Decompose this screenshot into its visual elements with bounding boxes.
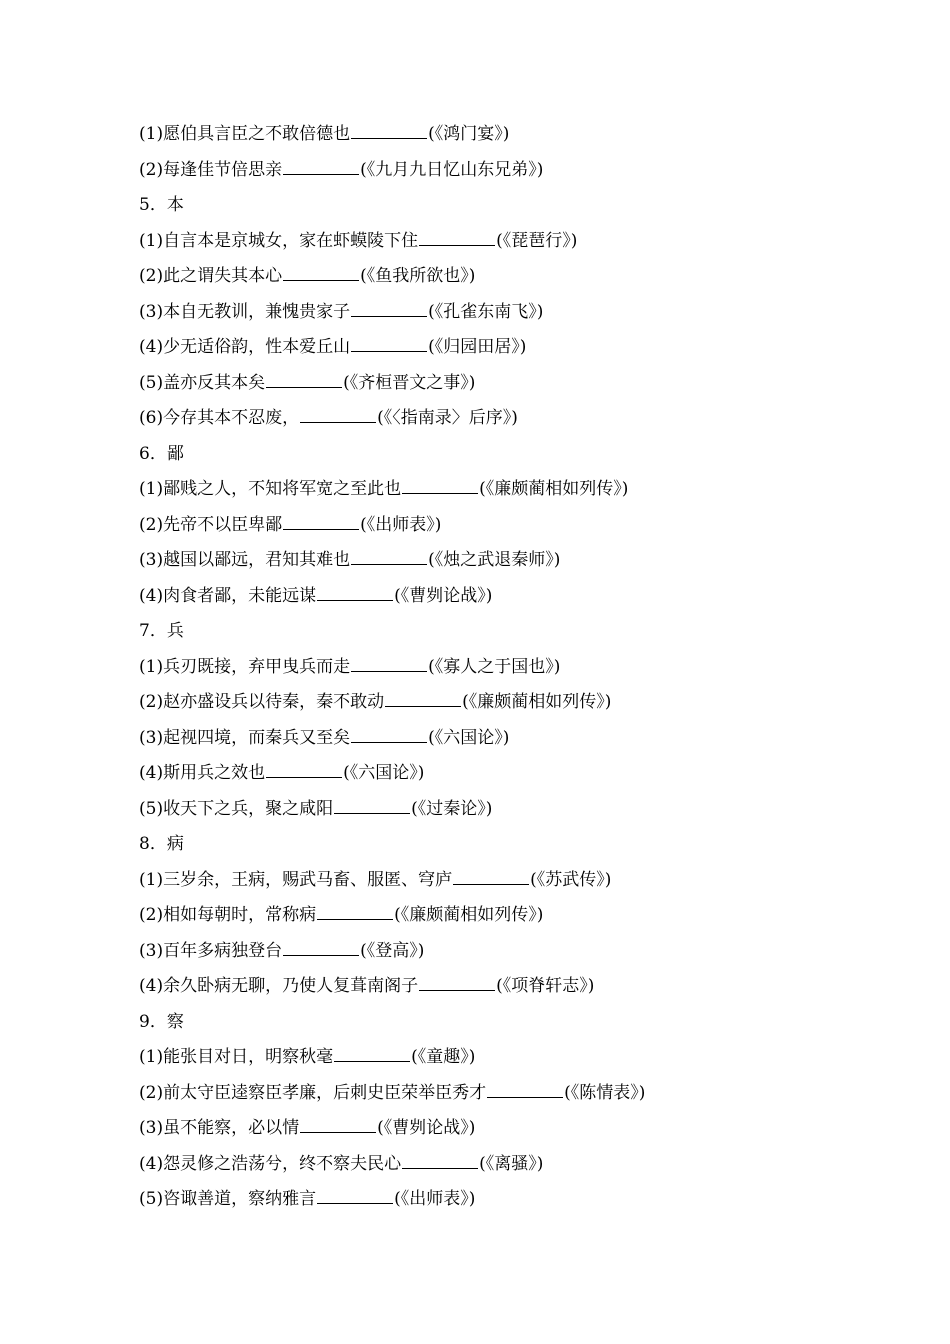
item-sentence: 先帝不以臣卑鄙: [163, 514, 283, 535]
item-sentence: 能张目对日，明察秋毫: [163, 1047, 334, 1067]
answer-blank: [266, 386, 342, 388]
heading-text: 6．鄙: [139, 443, 184, 464]
item-number: (4): [139, 337, 164, 357]
exercise-item: [139, 863, 919, 899]
answer-blank: [300, 1131, 376, 1133]
item-sentence: 相如每朝时，常称病: [163, 905, 317, 925]
item-source: (《出师表》): [360, 514, 442, 535]
item-sentence: 愿伯具言臣之不敢倍德也: [163, 124, 351, 144]
exercise-item: [139, 579, 919, 615]
exercise-item: [139, 117, 919, 153]
answer-blank: [317, 599, 393, 601]
exercise-item: [139, 330, 919, 366]
answer-blank: [351, 670, 427, 672]
item-sentence: 怨灵修之浩荡兮，终不察夫民心: [163, 1153, 402, 1174]
answer-blank: [487, 1096, 563, 1098]
answer-blank: [351, 350, 427, 352]
item-sentence: 此之谓失其本心: [163, 266, 283, 286]
item-source: (《登高》): [360, 940, 425, 961]
item-source: (《鸿门宴》): [428, 124, 510, 144]
answer-blank: [419, 244, 495, 246]
item-source: (《廉颇蔺相如列传》): [479, 479, 629, 499]
answer-blank: [351, 741, 427, 743]
exercise-item: [139, 366, 919, 402]
item-sentence: 少无适俗韵，性本爱丘山: [163, 337, 351, 357]
item-number: (5): [139, 1189, 164, 1209]
item-source: (《曹刿论战》): [394, 585, 493, 606]
answer-blank: [351, 563, 427, 565]
item-source: (《鱼我所欲也》): [360, 266, 476, 286]
item-number: (4): [139, 1153, 164, 1174]
item-sentence: 前太守臣逵察臣孝廉，后刺史臣荣举臣秀才: [163, 1082, 487, 1103]
item-number: (1): [139, 869, 164, 890]
item-sentence: 起视四境，而秦兵又至矣: [163, 727, 351, 748]
item-source: (《六国论》): [343, 763, 425, 783]
section-heading: [139, 437, 919, 473]
item-sentence: 自言本是京城女，家在虾蟆陵下住: [163, 230, 419, 251]
section-heading: [139, 188, 919, 224]
item-source: (《〈指南录〉后序》): [377, 408, 518, 428]
item-sentence: 盖亦反其本矣: [163, 372, 266, 393]
exercise-item: [139, 153, 919, 189]
answer-blank: [300, 421, 376, 423]
answer-blank: [402, 492, 478, 494]
item-source: (《归园田居》): [428, 337, 527, 357]
item-number: (2): [139, 692, 164, 712]
item-source: (《廉颇蔺相如列传》): [394, 905, 544, 925]
exercise-item: [139, 295, 919, 331]
item-number: (1): [139, 479, 164, 499]
item-sentence: 赵亦盛设兵以待秦，秦不敢动: [163, 692, 385, 712]
item-number: (1): [139, 230, 164, 251]
exercise-item: [139, 1040, 919, 1076]
heading-text: 8．病: [139, 834, 184, 854]
item-number: (2): [139, 514, 164, 535]
item-source: (《九月九日忆山东兄弟》): [360, 159, 544, 180]
item-source: (《烛之武退秦师》): [428, 550, 561, 570]
exercise-item: [139, 543, 919, 579]
item-number: (3): [139, 301, 164, 322]
item-number: (3): [139, 550, 164, 570]
section-heading: [139, 827, 919, 863]
item-source: (《苏武传》): [530, 869, 612, 890]
section-heading: [139, 1005, 919, 1041]
item-source: (《曹刿论战》): [377, 1118, 476, 1138]
item-sentence: 兵刃既接，弃甲曳兵而走: [163, 656, 351, 677]
answer-blank: [283, 173, 359, 175]
exercise-item: [139, 1111, 919, 1147]
item-number: (1): [139, 656, 164, 677]
item-source: (《廉颇蔺相如列传》): [462, 692, 612, 712]
item-sentence: 斯用兵之效也: [163, 763, 266, 783]
item-sentence: 今存其本不忍废，: [163, 408, 300, 428]
answer-blank: [317, 918, 393, 920]
document-body: [139, 117, 919, 1218]
item-source: (《过秦论》): [411, 798, 493, 819]
section-heading: [139, 614, 919, 650]
item-sentence: 咨诹善道，察纳雅言: [163, 1189, 317, 1209]
item-number: (3): [139, 940, 164, 961]
exercise-item: [139, 650, 919, 686]
exercise-item: [139, 1147, 919, 1183]
item-sentence: 余久卧病无聊，乃使人复葺南阁子: [163, 976, 419, 996]
item-sentence: 肉食者鄙，未能远谋: [163, 585, 317, 606]
item-source: (《齐桓晋文之事》): [343, 372, 476, 393]
answer-blank: [351, 137, 427, 139]
item-number: (5): [139, 798, 164, 819]
item-number: (2): [139, 159, 164, 180]
item-number: (2): [139, 266, 164, 286]
item-sentence: 虽不能察，必以情: [163, 1118, 300, 1138]
answer-blank: [402, 1167, 478, 1169]
item-source: (《孔雀东南飞》): [428, 301, 544, 322]
item-source: (《项脊轩志》): [496, 976, 595, 996]
heading-text: 9．察: [139, 1011, 184, 1032]
heading-text: 5．本: [139, 195, 184, 215]
heading-text: 7．兵: [139, 621, 184, 641]
item-number: (6): [139, 408, 164, 428]
exercise-item: [139, 508, 919, 544]
exercise-item: [139, 401, 919, 437]
item-source: (《琵琶行》): [496, 230, 578, 251]
item-number: (4): [139, 585, 164, 606]
item-number: (2): [139, 905, 164, 925]
exercise-item: [139, 969, 919, 1005]
answer-blank: [334, 812, 410, 814]
item-number: (3): [139, 727, 164, 748]
answer-blank: [283, 528, 359, 530]
item-number: (4): [139, 763, 164, 783]
answer-blank: [385, 705, 461, 707]
item-sentence: 本自无教训，兼愧贵家子: [163, 301, 351, 322]
item-source: (《出师表》): [394, 1189, 476, 1209]
exercise-item: [139, 685, 919, 721]
item-sentence: 每逢佳节倍思亲: [163, 159, 283, 180]
item-sentence: 百年多病独登台: [163, 940, 283, 961]
answer-blank: [351, 315, 427, 317]
item-sentence: 三岁余，王病，赐武马畜、服匿、穹庐: [163, 869, 453, 890]
answer-blank: [266, 776, 342, 778]
item-number: (4): [139, 976, 164, 996]
exercise-item: [139, 756, 919, 792]
exercise-item: [139, 259, 919, 295]
item-sentence: 鄙贱之人，不知将军宽之至此也: [163, 479, 402, 499]
exercise-item: [139, 1182, 919, 1218]
answer-blank: [283, 279, 359, 281]
answer-blank: [283, 954, 359, 956]
answer-blank: [317, 1202, 393, 1204]
item-number: (5): [139, 372, 164, 393]
answer-blank: [334, 1060, 410, 1062]
item-source: (《童趣》): [411, 1047, 476, 1067]
answer-blank: [419, 989, 495, 991]
exercise-item: [139, 792, 919, 828]
item-sentence: 越国以鄙远，君知其难也: [163, 550, 351, 570]
item-source: (《离骚》): [479, 1153, 544, 1174]
item-number: (1): [139, 124, 164, 144]
exercise-item: [139, 721, 919, 757]
item-number: (1): [139, 1047, 164, 1067]
item-source: (《六国论》): [428, 727, 510, 748]
exercise-item: [139, 1076, 919, 1112]
exercise-item: [139, 224, 919, 260]
answer-blank: [453, 883, 529, 885]
item-source: (《陈情表》): [564, 1082, 646, 1103]
item-number: (3): [139, 1118, 164, 1138]
item-source: (《寡人之于国也》): [428, 656, 561, 677]
item-sentence: 收天下之兵，聚之咸阳: [163, 798, 334, 819]
exercise-item: [139, 898, 919, 934]
exercise-item: [139, 472, 919, 508]
item-number: (2): [139, 1082, 164, 1103]
exercise-item: [139, 934, 919, 970]
